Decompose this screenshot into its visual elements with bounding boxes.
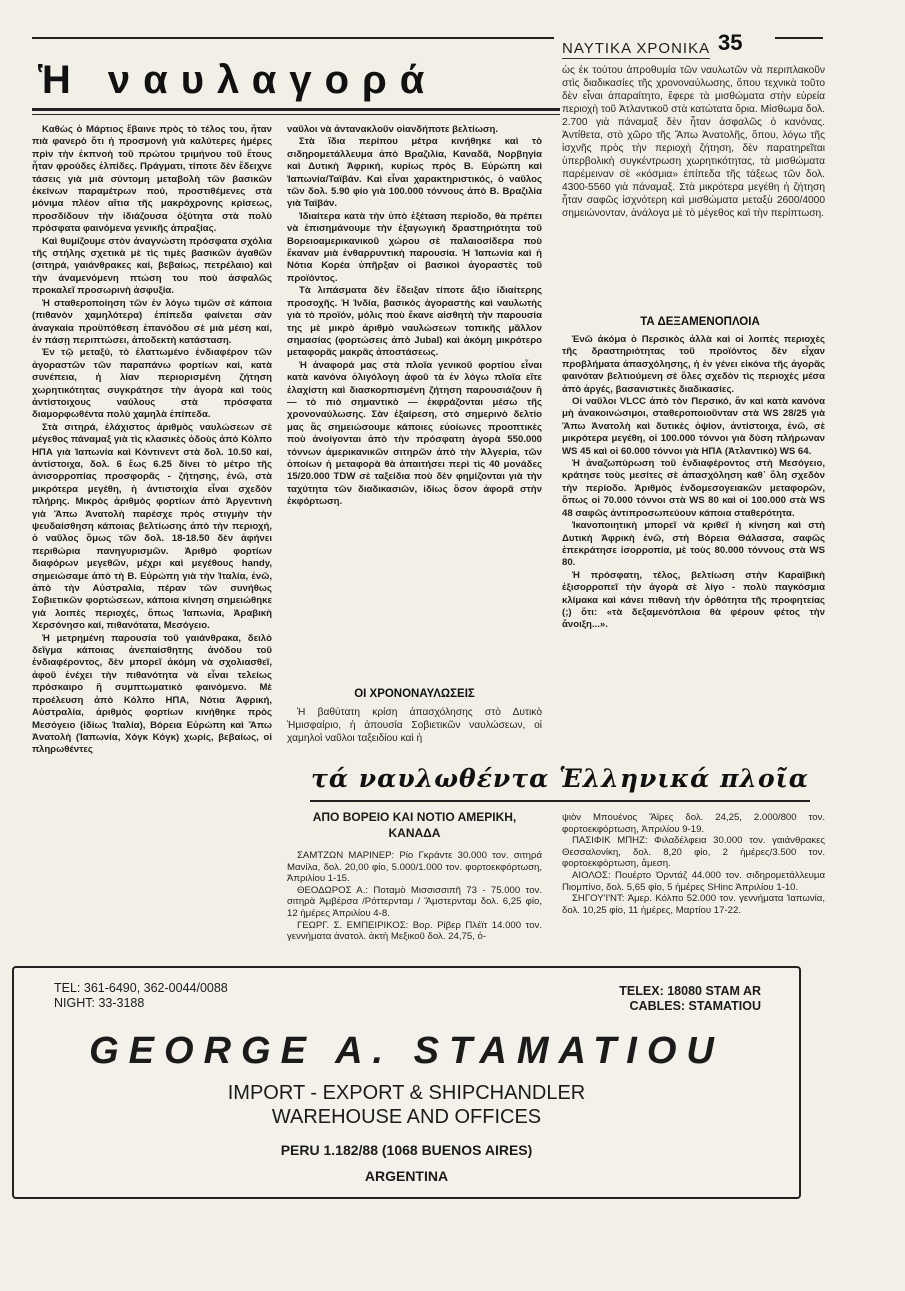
list-item: ΣΗΓΟΥ'Ι'ΝΤ: Ἀμερ. Κόλπο 52.000 τον. γεννήματα Ἰαπωνία, δολ. 10,25 φίο, 11 ἡμέρες, Μαρτίου 17-22. <box>562 893 825 916</box>
paragraph: Στὰ σιτηρά, ἐλάχιστος ἀριθμὸς ναυλώσεων σὲ μέγεθος πάναμαξ γιὰ τὶς κλασικὲς ὁδοὺς ἀπὸ Κόλπο ΗΠΑ γιὰ Ἰαπωνία καὶ Κόντινεντ στὰ δολ. 10.50 καί, ἀντίστοιχα, δολ. 6 ἕως 6.25 δίνει τὸ μέτρο τῆς ἀνισορροπίας προσφορᾶς - ζήτησης, ἐνῶ, στὰ μικρότερα μεγέθη, ἡ ἀντιστοιχία εἶναι σχεδὸν πλήρης. Μικρὸς ἀριθμὸς φορτίων ἀπὸ Ἀργεντινὴ γιὰ Ἄπω Ἀνατολὴ παρέσχε πρὸς στιγμὴν τὴν ψευδαίσθηση κάποιας βελτίωσης ἀπὸ τὴν περιοχή, ὁ ναῦλος ὅμως τῶν δολ. 18-18.50 δὲν ἀφήνει περιθώρια πανηγυρισμῶν. Ἀριθμὸ φορτίων διαφόρων μεγεθῶν, μέχρι καὶ μεγέθους handy, σημειώσαμε ἀπὸ τὴ Β. Εὐρώπη γιὰ τὴν Ἰταλία, ἐνῶ, ἀπὸ τὴν Αὐστραλία, πέραν τῶν συνήθως Σοβιετικῶν φορτώσεων, κάποια κίνηση σημειώθηκε γιὰ λοιπὲς περιοχές, ὅπως Ἰαπωνία, Ἀραβικὴ Χερσόνησο καί, πιθανότατα, Μεσόγειο. <box>32 421 272 632</box>
paragraph: ὡς ἐκ τούτου ἀπροθυμία τῶν ναυλωτῶν νὰ περιπλακοῦν στὶς διαδικασίες τῆς χρονοναύλωσης, ὅπου τεχνικὰ τοῦτο δὲν εἶναι ἀπαραίτητο, ἔφερε τὰ μισθώματα στὴν εὐρεία περιοχὴ τοῦ Ἀτλαντικοῦ στὰ κατώτατα ὅρια. Μίσθωμα δολ. 2.700 γιὰ πάναμαξ δὲν ἦταν ἀσφαλῶς ὁ κανόνας. Ἀντίθετα, στὸ χῶρο τῆς Ἄπω Ἀνατολῆς, ὅπου, λόγω τῆς ἰσχνῆς πρὸς τὴν περιοχὴ ζήτηση, δὲν παρατηρεῖται ὑπερβολικὴ συγκέντρωση χωρητικότητας, τὰ μισθώματα παρέμειναν σὲ «κόσμια» ἐπίπεδα τῆς τάξεως τῶν δολ. 4300-5560 γιὰ πάναμαξ. Στὰ μικρότερα μεγέθη ἡ ζήτηση ἦταν σαφῶς ἰσχνότερη καὶ μισθώματα μεταξὺ 2600/4000 σημειώνονταν, ἀνάλογα μὲ τὸ μέγεθος καὶ τὴν περίπτωση. <box>562 65 825 219</box>
ad-telex: TELEX: 18080 STAM AR <box>619 984 761 998</box>
headline-rule-thick <box>32 108 560 111</box>
paragraph: Τὰ λιπάσματα δὲν ἔδειξαν τίποτε ἄξιο ἰδιαίτερης προσοχῆς. Ἡ Ἰνδία, βασικὸς ἀγοραστὴς καὶ ναυλωτὴς γιὰ τὸ προϊόν, μόλις ποὺ ἔκανε αἰσθητὴ τὴν παρουσία της μὲ μικρὸ ἀριθμὸ ναυλώσεων τοπικῆς μᾶλλον σημασίας (φορτώσεις ἀπὸ Jubal) καὶ ἀκόμη μικρότερο μεταφορᾶς μακρᾶς ἀποστάσεως. <box>287 285 542 359</box>
article-column-2 <box>287 124 542 684</box>
headline-rule-thin <box>32 114 560 115</box>
ad-phone-block <box>54 981 228 1011</box>
ships-list-left <box>287 850 542 943</box>
paragraph: Ἡ βαθύτατη κρίση ἀπασχόλησης στὸ Δυτικὸ Ἡμισφαίριο, ἡ ἀπουσία Σοβιετικῶν ναυλώσεων, οἱ χαμηλοὶ ναῦλοι ταξειδίου καὶ ἡ <box>287 707 542 744</box>
ad-night: NIGHT: 33-3188 <box>54 996 145 1010</box>
ad-address: PERU 1.182/88 (1068 BUENOS AIRES) <box>280 1142 533 1158</box>
paragraph: Ἐν τῷ μεταξύ, τὸ ἐλαττωμένο ἐνδιαφέρον τῶν ἀγοραστῶν τῶν παραπάνω φορτίων καί, κατὰ συνέπεια, ἡ λίαν περιορισμένη ζήτηση χωρητικότητας συγκράτησε τὴν ἀγορὰ καὶ τοὺς ἀντίστοιχους ναύλους στὰ πρόσφατα διαμορφωθέντα πολὺ χαμηλὰ ἐπίπεδα. <box>32 347 272 421</box>
paragraph: Ἰδιαίτερα κατὰ τὴν ὑπὸ ἐξέταση περίοδο, θὰ πρέπει νὰ ἐπισημάνουμε τὴν ἐξαγωγικὴ δραστηριότητα τοῦ Βορειοαμερικανικοῦ χώρου σὲ παλαιοσίδερα ποὺ ἔκαναν μιὰ ἐνθαρρυντικὴ παρουσία. Ἡ Ἰαπωνία καὶ ἡ Νότια Κορέα ὑπῆρξαν οἱ βασικοὶ ἀγοραστὲς τοῦ προϊόντος. <box>287 210 542 284</box>
list-item: ΘΕΟΔΩΡΟΣ Α.: Ποταμὸ Μισσισσιπῆ 73 - 75.000 τον. σιτηρὰ Ἀμβέρσα /Ρόττερνταμ / Ἄμστερνταμ δολ. 6,25 φίο, 12 ἡμέρες Ἀπριλίου 4-8. <box>287 884 542 919</box>
list-item: ΓΕΩΡΓ. Σ. ΕΜΠΕΙΡΙΚΟΣ: Βορ. Ρίβερ Πλέϊτ 14.000 τον. γεννήματα ἀνατολ. ἀκτὴ Μεξικοῦ δολ. 24,75, ὀ- <box>287 919 542 943</box>
ad-business-line: IMPORT - EXPORT & SHIPCHANDLER <box>227 1082 586 1104</box>
ad-telex-block <box>619 984 761 1014</box>
list-item: ΣΑΜΤΖΩΝ ΜΑΡΙΝΕΡ: Ρίο Γκράντε 30.000 τον. σιτηρά Μανίλα, δολ. 20,00 φίο, 5.000/1.000 τον. φορτοεκφόρτωση, Ἀπριλίου 1-15. <box>287 850 542 885</box>
paragraph: Οἱ ναῦλοι VLCC ἀπὸ τὸν Περσικό, ἂν καὶ κατὰ κανόνα μὴ ἀνακοινώσιμοι, σταθεροποιοῦνταν στὰ WS 28/25 γιὰ Ἄπω Ἀνατολὴ καὶ δυτικὲς ὀψίον, ἀντίστοιχα, ἐνῶ, σὲ μικρότερα μεγέθη, οἱ 100.000 τόννοι γιὰ δύση πλήρωναν WS 45 καὶ οἱ 60.000 τόννοι γιὰ ΗΠΑ (Ἀτλαντικὸ) WS 64. <box>562 396 825 457</box>
paragraph: ναῦλοι νὰ ἀντανακλοῦν οἰανδήποτε βελτίωση. <box>287 124 499 135</box>
running-title-rule <box>562 58 710 59</box>
header-rule-right <box>775 37 823 39</box>
paragraph: Ἡ σταθεροποίηση τῶν ἐν λόγω τιμῶν σὲ κάποια (πιθανὸν χαμηλότερα) ἐπίπεδα φαίνεται σὰν ἀναγκαία προϋπόθεση ἐπανόδου σὲ μιὰ μέση καί, ἐν πάσῃ περιπτώσει, ἀποδεκτὴ κατάσταση. <box>32 297 272 346</box>
article-column-3-top <box>562 64 825 314</box>
paragraph: Ἐνῶ ἀκόμα ὁ Περσικὸς ἀλλὰ καὶ οἱ λοιπὲς περιοχὲς τῆς δραστηριότητας τοῦ προϊόντος δὲν εἶχαν προβλήματα ἀπασχόλησης, ἡ ἐν γένει εἰκόνα τῆς ἀγορᾶς φαινόταν βελτιούμενη σὲ ὅλες σχεδὸν τὶς περιοχὲς μέσα ἀπὸ ἀργές, βασανιστικὲς διαδικασίες. <box>562 334 825 395</box>
ad-tel: TEL: 361-6490, 362-0044/0088 <box>54 981 228 995</box>
page-number: 35 <box>718 30 743 55</box>
list-item: ψιὸν Μπουένος Ἄϊρες δολ. 24,25, 2.000/800 τον. φορτοεκφόρτωση, Ἀπριλίου 9-19. <box>562 812 825 835</box>
route-title: ΑΠΟ ΒΟΡΕΙΟ ΚΑΙ ΝΟΤΙΟ ΑΜΕΡΙΚΗ, ΚΑΝΑΔΑ <box>312 810 517 840</box>
ad-business-line: WAREHOUSE AND OFFICES <box>271 1106 542 1128</box>
ad-business <box>14 1081 799 1129</box>
paragraph: Ἱκανοποιητικὴ μπορεῖ νὰ κριθεῖ ἡ κίνηση καὶ στὴ Δυτικὴ Ἀφρικὴ ἐνῶ, στὴ Βόρεια Θάλασσα, σαφῶς ἐπεκράτησε ἰσορροπία, μὲ τοὺς 80.000 τόννους στὰ WS 80. <box>562 520 825 569</box>
paragraph: Καθὼς ὁ Μάρτιος ἔβαινε πρὸς τὸ τέλος του, ἦταν πιὰ φανερὸ ὅτι ἡ προσμονὴ γιὰ καλύτερες ἡμέρες πρὶν τὴν ἐκπνοὴ τοῦ πρώτου τριμήνου τοῦ ἔτους ἦταν φρούδες ἐλπίδες. Πράγματι, τίποτε δὲν ἔδειχνε τάσεις γιὰ μιὰ σύντομη μεταβολὴ τῶν βασικῶν ἐκείνων παραμέτρων πού, προστιθέμενες στὰ μόνιμα πλέον αἴτια τῆς μακρόχρονης κρίσεως, προσδίδουν τὴν ἰδιάζουσα ὀξύτητα στὰ πολὺ πρόσφατα φαινόμενα γενικῆς ἀπραξίας. <box>32 124 272 235</box>
article-headline: Ἡ ναυλαγορά <box>38 58 438 102</box>
paragraph: Καὶ θυμίζουμε στὸν ἀναγνώστη πρόσφατα σχόλια τῆς στήλης σχετικὰ μὲ τὶς τιμὲς βασικῶν ἀγαθῶν (σιτηρά, γαιάνθρακες καί, βεβαίως, πετρέλαιο) καὶ τὴν ἀναμενόμενη πτώση του ποὺ ἀσφαλῶς προκαλεῖ προσωρινὴ ἀσφυξία. <box>32 235 272 297</box>
banner-underline <box>310 800 810 802</box>
paragraph: Ἡ μετρημένη παρουσία τοῦ γαιάνθρακα, δειλὸ δεῖγμα κάποιας ἀνεπαίσθητης ἀνόδου τοῦ ἐνδιαφέροντος, δὲν μπορεῖ ἀκόμη νὰ σχολιασθεῖ, ἀφοῦ ἐνέχει τὴν πιθανότητα νὰ εἶναι τελείως πρόσκαιρο ἢ συμπτωματικὸ φαινόμενο. Μὲ προέλευση ἀπὸ Κόλπο ΗΠΑ, Νότια Ἀφρική, Αὐστραλία, ἀριθμὸς φορτίων κινήθηκε πρὸς Μεσόγειο (ἰδίως Ἰταλία), Βόρεια Εὐρώπη καὶ Ἄπω Ἀνατολὴ (Ἰαπωνία, Χόγκ Κόγκ) χωρίς, βεβαίως, οἱ πληρωθέντες <box>32 632 272 756</box>
advertisement-box <box>12 966 801 1199</box>
article-column-1 <box>32 124 272 959</box>
list-item: ΑΙΟΛΟΣ: Πουέρτο Ὀρντάζ 44.000 τον. σιδηρομετάλλευμα Πιομπίνο, δολ. 5,65 φίο, 5 ἡμέρες SHinc Ἀπριλίου 1-10. <box>562 869 825 893</box>
list-item: ΠΑΣΙΦΙΚ ΜΠΗΖ: Φιλαδέλφεια 30.000 τον. γαιάνθρακες Θεσσαλονίκη, δολ. 8,20 φίο, 2 ἡμέρες/3.500 τον. φορτοεκφόρτωση, ἄμεση. <box>562 835 825 870</box>
timecharter-heading: ΟΙ ΧΡΟΝΟΝΑΥΛΩΣΕΙΣ <box>354 688 475 700</box>
tankers-column <box>562 334 825 764</box>
ad-company-name: GEORGE A. STAMATIOU <box>89 1030 724 1072</box>
ships-list-right <box>562 812 825 916</box>
paragraph: Ἡ πρόσφατη, τέλος, βελτίωση στὴν Καραϊβικὴ ἐξισορροπεῖ τὴν ἀγορὰ σὲ λίγο - πολὺ παγκόσμια κλίμακα καὶ κάνει πιθανὴ τὴν ὀρθότητα τῆς προφητείας (;) ὅτι: «τὰ δεξαμενόπλοια θὰ φέρουν φέτος τὴν ἄνοιξη...». <box>562 569 825 631</box>
ad-cables: CABLES: STAMATIOU <box>629 999 761 1013</box>
greek-ships-banner: τά ναυλωθέντα Ἑλληνικά πλοῖα <box>311 764 809 793</box>
header-rule <box>32 37 554 39</box>
timecharter-text <box>287 706 542 766</box>
paragraph: Ἡ ἀναζωπύρωση τοῦ ἐνδιαφέροντος στὴ Μεσόγειο, κράτησε τοὺς μεσίτες σὲ ἀπασχόληση καθ᾽ ὅλη σχεδὸν τὴν περίοδο. Ἀριθμὸς ἐνδομεσογειακῶν μεταφορῶν, ὅπως οἱ 70.000 τόννοι στὰ WS 80 καὶ οἱ 100.000 στὰ WS 48 σαφῶς ἀντιπροσωπεύουν κάποια σταθερότητα. <box>562 458 825 519</box>
paragraph: Ἡ ἀναφορά μας στὰ πλοῖα γενικοῦ φορτίου εἶναι κατὰ κανόνα ὀλιγόλογη ἀφοῦ τὰ ἐν λόγω πλοῖα εἴτε ἐλαχίστη καὶ διασκορπισμένη ζήτηση παρουσιάζουν ἢ — τὸ πιὸ σημαντικὸ — ἐκφράζονται μέσω τῆς χρονοναύλωσης. Σὰν ἐξαίρεση, στὸ σημερινὸ δελτίο μας ἂς σημειώσουμε κάποιες εὐοίωνες προοπτικὲς ποὺ ἀνοίγονται ἀπὸ τὴν πρόσφατη ἀγορὰ 550.000 τόννων ἀμερικανικῶν σιτηρῶν ἀπὸ τὴν Ἀλγερία, τῶν ὁποίων ἡ μεταφορὰ θὰ ἀπαιτήσει περὶ τὶς 40 μονάδες 15/20.000 TDW σὲ ταξείδια ποὺ δὲν φημίζονται γιὰ τὴν ταχύτητα τῶν διαδικασιῶν, ἰδίως ὅσον ἀφορᾶ στὴν ἐκφόρτωση. <box>287 359 542 508</box>
running-title: ΝΑΥΤΙΚΑ ΧΡΟΝΙΚΑ <box>562 40 711 57</box>
tankers-heading: ΤΑ ΔΕΞΑΜΕΝΟΠΛΟΙΑ <box>640 316 760 328</box>
ad-country: ARGENTINA <box>364 1168 449 1184</box>
paragraph: Στὰ ἴδια περίπου μέτρα κινήθηκε καὶ τὸ σιδηρομετάλλευμα ἀπὸ Βραζιλία, Καναδᾶ, Νορβηγία καὶ Δυτικὴ Ἀφρική, κυρίως πρὸς Β. Εὐρώπη καὶ Ἰαπωνία/Ταϊβάν. Καὶ εἶναι χαρακτηριστικός, ὁ ναῦλος τῶν δολ. 5.90 φίο γιὰ 100.000 τόννους ἀπὸ Β. Βραζιλία γιὰ Ταϊβάν. <box>287 136 542 210</box>
